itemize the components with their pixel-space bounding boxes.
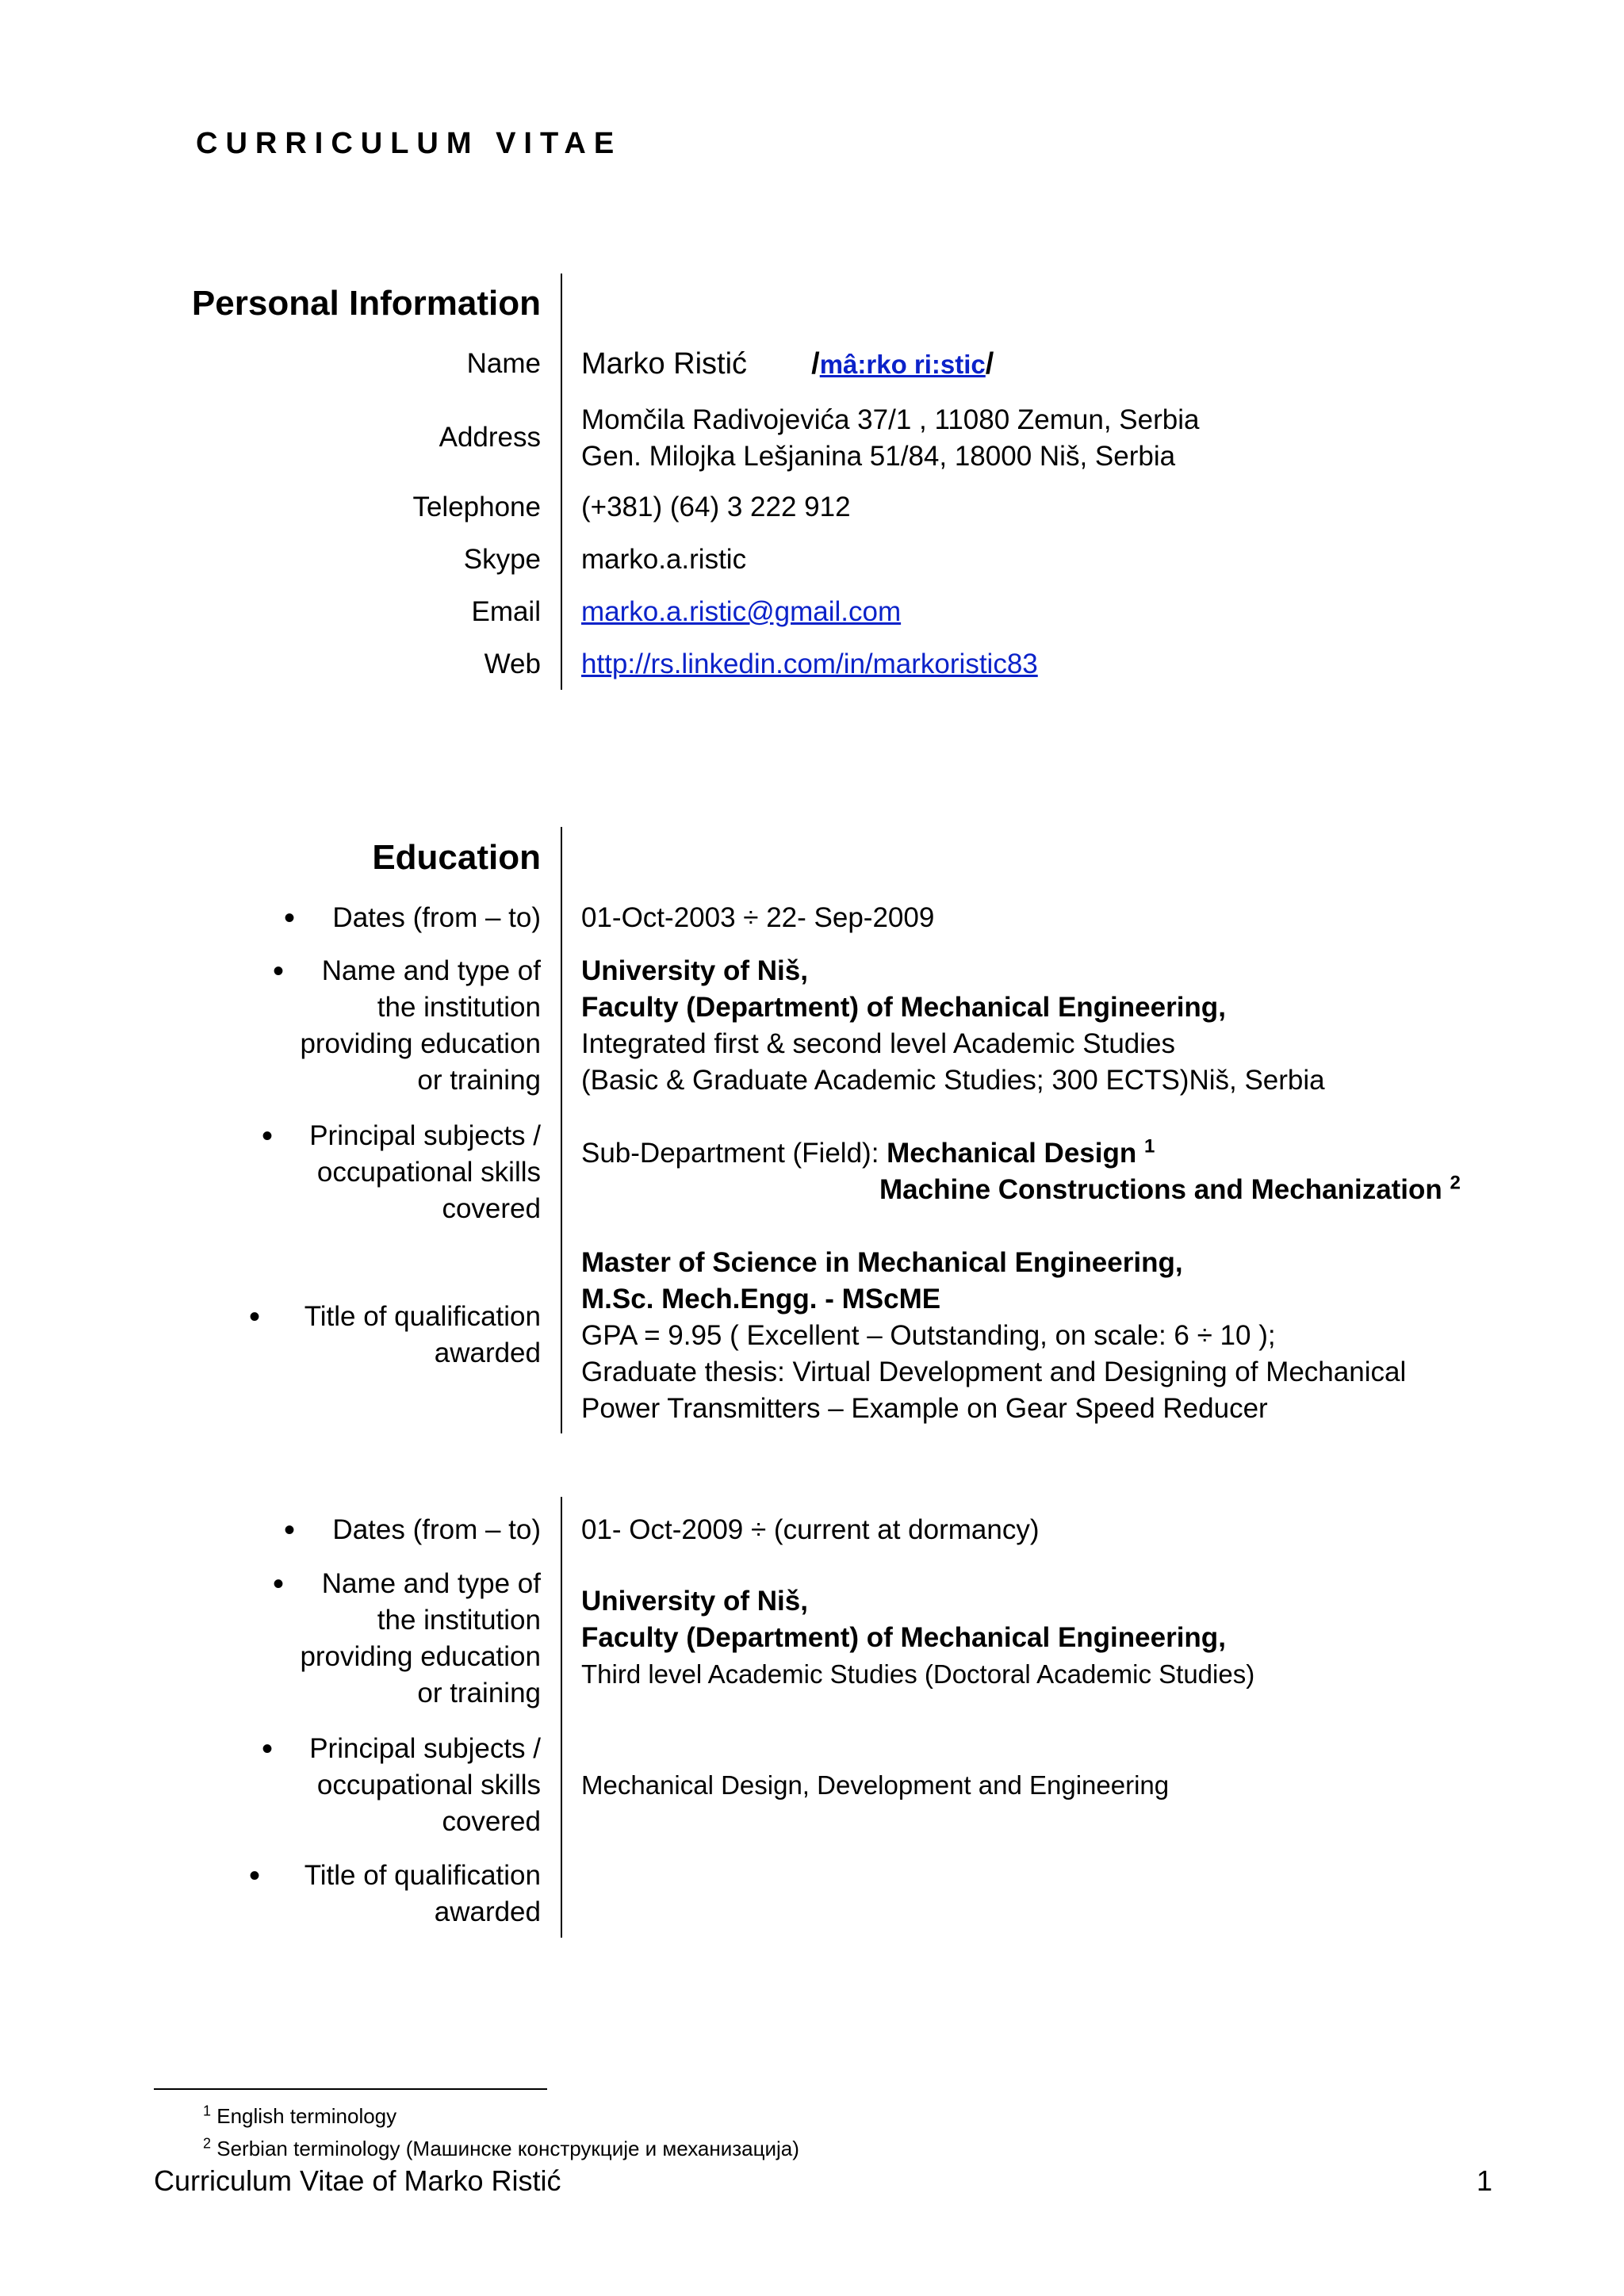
pronunciation-close-slash: / — [985, 347, 994, 381]
institution-line: University of Niš, — [581, 955, 808, 986]
subject-line: Machine Constructions and Mechanization — [879, 1174, 1442, 1205]
section-divider-line — [561, 274, 562, 690]
bullet: • — [249, 1299, 261, 1334]
footnote-number: 2 — [203, 2135, 212, 2152]
institution-label — [208, 1566, 541, 1712]
label-line: providing education — [300, 1028, 541, 1059]
address-label: Address — [439, 422, 541, 453]
footnote-text: English terminology — [216, 2104, 397, 2128]
institution-line: University of Niš, — [581, 1586, 808, 1617]
address-line: Momčila Radivojevića 37/1 , 11080 Zemun, Serbia — [581, 404, 1200, 435]
subjects-value: Mechanical Design, Development and Engineering — [581, 1770, 1170, 1800]
title-value — [581, 1245, 1406, 1427]
email-label: Email — [471, 596, 541, 627]
bullet: • — [273, 954, 285, 989]
label-line: Name and type of — [321, 955, 541, 986]
label-line: awarded — [434, 1337, 541, 1368]
dates-label: Dates (from – to) — [332, 902, 541, 933]
institution-line: Faculty (Department) of Mechanical Engineering, — [581, 992, 1226, 1023]
dates-value: 01- Oct-2009 ÷ (current at dormancy) — [581, 1514, 1040, 1545]
title-line: Master of Science in Mechanical Engineering, — [581, 1247, 1183, 1278]
institution-line: Faculty (Department) of Mechanical Engineering, — [581, 1622, 1226, 1653]
pronunciation: mâ:rko ri:stic — [819, 350, 986, 379]
footnote-text: Serbian terminology (Машинске конструкције и механизација) — [216, 2137, 799, 2160]
name-label: Name — [466, 348, 541, 379]
address-line: Gen. Milojka Lešjanina 51/84, 18000 Niš, Serbia — [581, 441, 1176, 472]
label-line: or training — [417, 1065, 541, 1096]
web-label: Web — [484, 649, 541, 679]
footnote — [203, 2104, 396, 2128]
label-line: Principal subjects / — [309, 1120, 541, 1151]
web-link[interactable]: http://rs.linkedin.com/in/markoristic83 — [581, 649, 1038, 679]
label-line: occupational skills — [316, 1157, 541, 1188]
web-value — [581, 646, 1038, 683]
bullet: • — [284, 901, 296, 936]
label-line: or training — [417, 1678, 541, 1709]
institution-line: Integrated first & second level Academic Studies — [581, 1028, 1176, 1059]
title-line: Power Transmitters – Example on Gear Speed Reducer — [581, 1393, 1268, 1424]
section-heading-education: Education — [372, 838, 541, 877]
label-line: covered — [442, 1806, 541, 1837]
skype-value: marko.a.ristic — [581, 544, 747, 575]
telephone-value: (+381) (64) 3 222 912 — [581, 492, 851, 522]
label-line: Title of qualification — [304, 1860, 541, 1891]
subject-line: Mechanical Design — [887, 1138, 1137, 1169]
bullet: • — [273, 1567, 285, 1601]
full-name: Marko Ristić — [581, 347, 748, 381]
dates-value: 01-Oct-2003 ÷ 22- Sep-2009 — [581, 902, 935, 933]
bullet: • — [284, 1513, 296, 1548]
section-divider-line — [561, 1497, 562, 1938]
label-line: Title of qualification — [304, 1301, 541, 1332]
page-number: 1 — [1477, 2164, 1493, 2197]
bullet: • — [262, 1732, 274, 1766]
institution-line: (Basic & Graduate Academic Studies; 300 ECTS)Niš, Serbia — [581, 1065, 1325, 1096]
institution-label — [208, 953, 541, 1099]
label-line: the institution — [377, 1605, 541, 1636]
label-line: the institution — [377, 992, 541, 1023]
footnote-separator — [154, 2088, 547, 2090]
title-line: M.Sc. Mech.Engg. - MScME — [581, 1284, 941, 1314]
footnote-ref: 2 — [1450, 1172, 1461, 1194]
label-line: covered — [442, 1193, 541, 1224]
institution-value — [581, 1583, 1254, 1693]
institution-line: Third level Academic Studies (Doctoral Academic Studies) — [581, 1659, 1255, 1689]
label-line: Name and type of — [321, 1568, 541, 1599]
footer-title: Curriculum Vitae of Marko Ristić — [154, 2164, 561, 2197]
section-heading-personal: Personal Information — [191, 284, 541, 323]
subjects-value — [581, 1135, 1461, 1208]
subjects-label — [208, 1118, 541, 1227]
address-value — [581, 402, 1199, 475]
email-value — [581, 594, 901, 630]
footnote-number: 1 — [203, 2103, 212, 2119]
institution-value — [581, 953, 1325, 1099]
subjects-prefix: Sub-Department (Field): — [581, 1138, 887, 1169]
email-link[interactable]: marko.a.ristic@gmail.com — [581, 596, 902, 627]
label-line: Principal subjects / — [309, 1733, 541, 1764]
telephone-label: Telephone — [412, 492, 541, 522]
dates-label: Dates (from – to) — [332, 1514, 541, 1545]
subjects-label — [208, 1731, 541, 1840]
bullet: • — [262, 1119, 274, 1154]
label-line: occupational skills — [316, 1770, 541, 1800]
title-label — [208, 1858, 541, 1931]
bullet: • — [249, 1858, 261, 1893]
title-line: Graduate thesis: Virtual Development and Designing of Mechanical — [581, 1357, 1407, 1387]
skype-label: Skype — [463, 544, 541, 575]
name-value — [581, 346, 994, 383]
title-label — [208, 1299, 541, 1372]
footnote — [203, 2137, 799, 2160]
document-title: CURRICULUM VITAE — [196, 127, 622, 160]
pronunciation-open-slash: / — [811, 347, 820, 381]
label-line: awarded — [434, 1896, 541, 1927]
section-divider-line — [561, 827, 562, 1433]
title-line: GPA = 9.95 ( Excellent – Outstanding, on scale: 6 ÷ 10 ); — [581, 1320, 1276, 1351]
footnote-ref: 1 — [1143, 1135, 1155, 1158]
label-line: providing education — [300, 1641, 541, 1672]
